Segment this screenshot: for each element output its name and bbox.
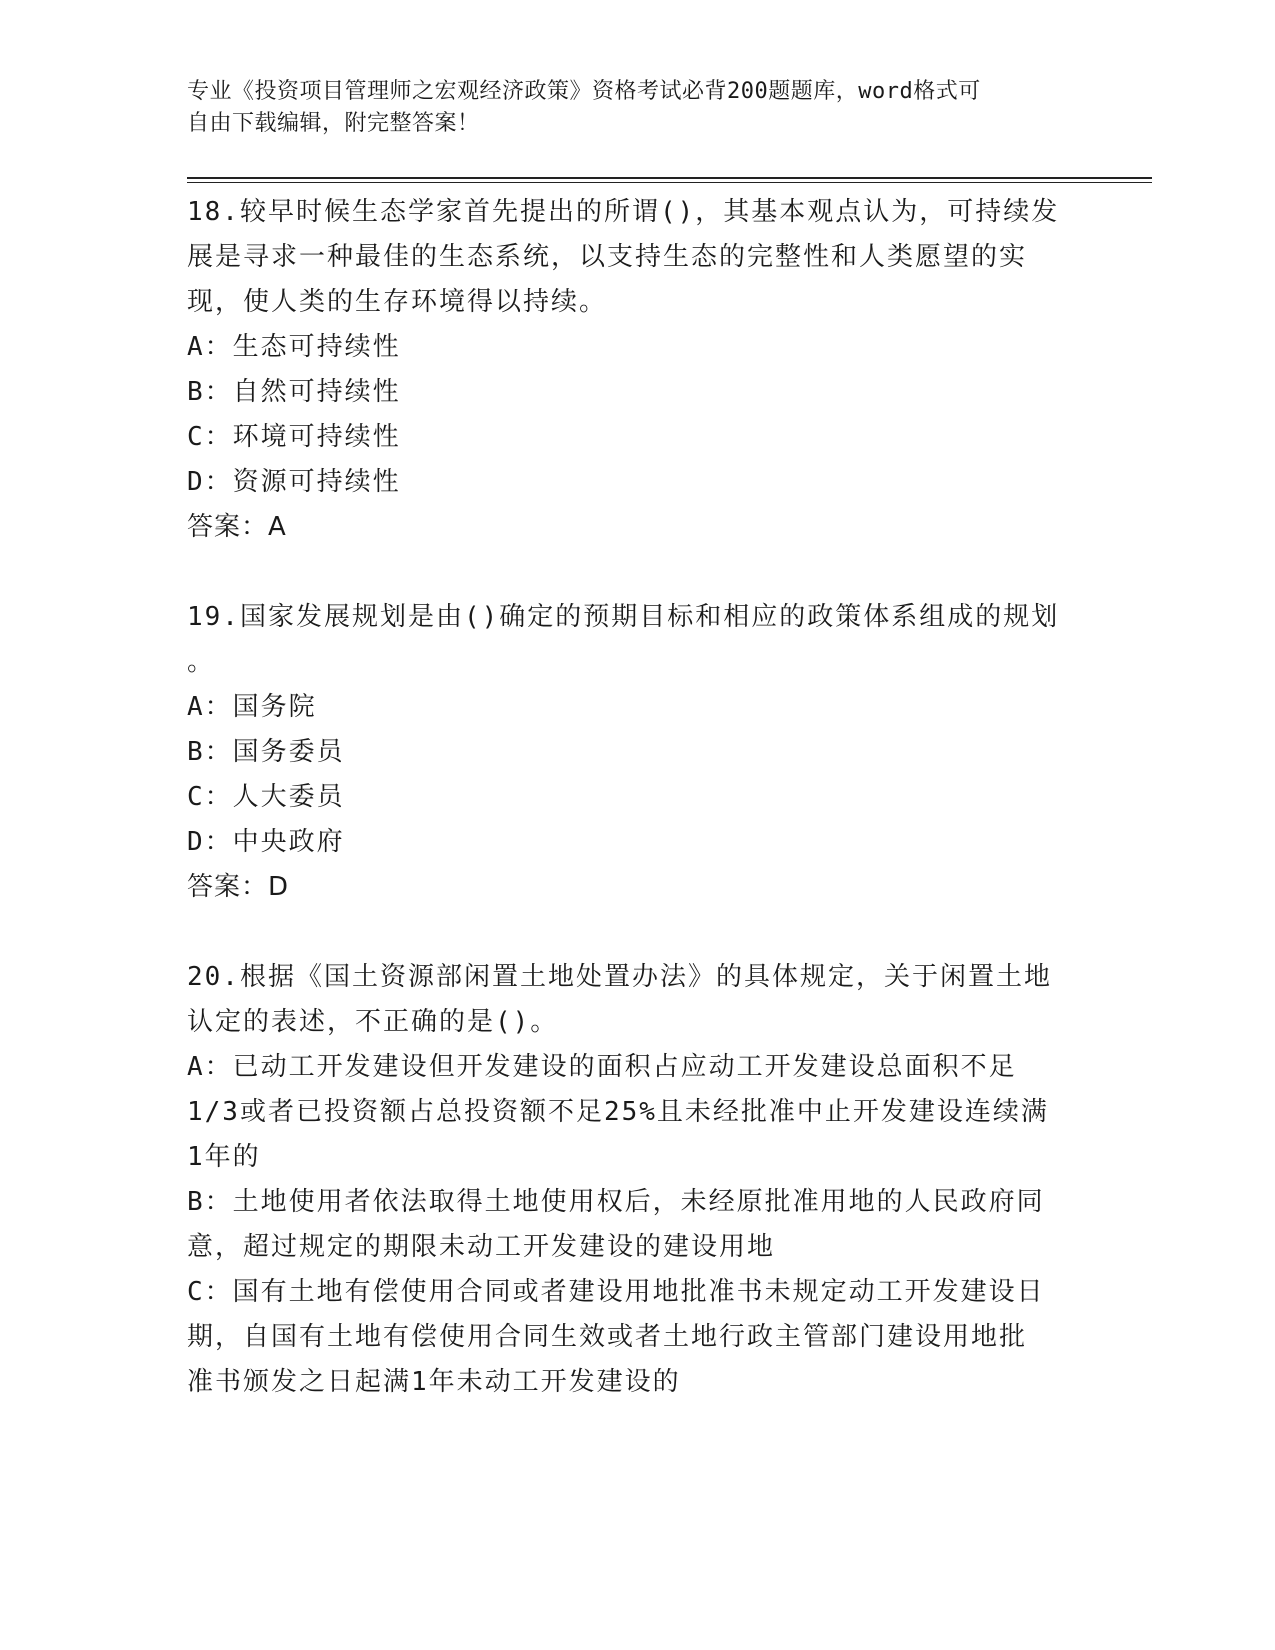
option-c: C：人大委员 bbox=[187, 782, 345, 812]
question-text-line: 现，使人类的生存环境得以持续。 bbox=[187, 287, 608, 317]
document-header bbox=[187, 76, 1057, 140]
option-a-continued: 1年的 bbox=[187, 1142, 261, 1172]
option-b: B：国务委员 bbox=[187, 737, 345, 767]
header-divider-thin bbox=[187, 182, 1152, 183]
question-text-line: 。 bbox=[187, 647, 216, 677]
header-divider-thick bbox=[187, 177, 1152, 179]
question-text-line: 认定的表述，不正确的是()。 bbox=[187, 1007, 559, 1037]
question-18 bbox=[187, 190, 1087, 550]
option-b-continued: 意，超过规定的期限未动工开发建设的建设用地 bbox=[187, 1232, 776, 1262]
answer: 答案：D bbox=[187, 872, 290, 902]
question-text-line: 19.国家发展规划是由()确定的预期目标和相应的政策体系组成的规划 bbox=[187, 602, 1060, 632]
question-text-line: 展是寻求一种最佳的生态系统，以支持生态的完整性和人类愿望的实 bbox=[187, 242, 1028, 272]
option-a: A：国务院 bbox=[187, 692, 317, 722]
option-a-continued: 1/3或者已投资额占总投资额不足25%且未经批准中止开发建设连续满 bbox=[187, 1097, 1049, 1127]
document-body bbox=[187, 190, 1087, 1405]
question-19 bbox=[187, 595, 1087, 910]
option-d: D：资源可持续性 bbox=[187, 467, 401, 497]
option-c-continued: 期，自国有土地有偿使用合同生效或者土地行政主管部门建设用地批 bbox=[187, 1322, 1028, 1352]
question-text-line: 18.较早时候生态学家首先提出的所谓()，其基本观点认为，可持续发 bbox=[187, 197, 1060, 227]
option-c: C：国有土地有偿使用合同或者建设用地批准书未规定动工开发建设日 bbox=[187, 1277, 1045, 1307]
question-text-line: 20.根据《国土资源部闲置土地处置办法》的具体规定，关于闲置土地 bbox=[187, 962, 1052, 992]
answer: 答案：A bbox=[187, 512, 287, 542]
option-b: B：土地使用者依法取得土地使用权后，未经原批准用地的人民政府同 bbox=[187, 1187, 1045, 1217]
option-a: A：生态可持续性 bbox=[187, 332, 401, 362]
option-b: B：自然可持续性 bbox=[187, 377, 401, 407]
option-c-continued: 准书颁发之日起满1年未动工开发建设的 bbox=[187, 1367, 681, 1397]
question-20 bbox=[187, 955, 1087, 1405]
header-line-2: 自由下载编辑，附完整答案！ bbox=[187, 111, 480, 136]
option-d: D：中央政府 bbox=[187, 827, 345, 857]
option-a: A：已动工开发建设但开发建设的面积占应动工开发建设总面积不足 bbox=[187, 1052, 1017, 1082]
header-line-1: 专业《投资项目管理师之宏观经济政策》资格考试必背200题题库，word格式可 bbox=[187, 79, 981, 104]
option-c: C：环境可持续性 bbox=[187, 422, 401, 452]
